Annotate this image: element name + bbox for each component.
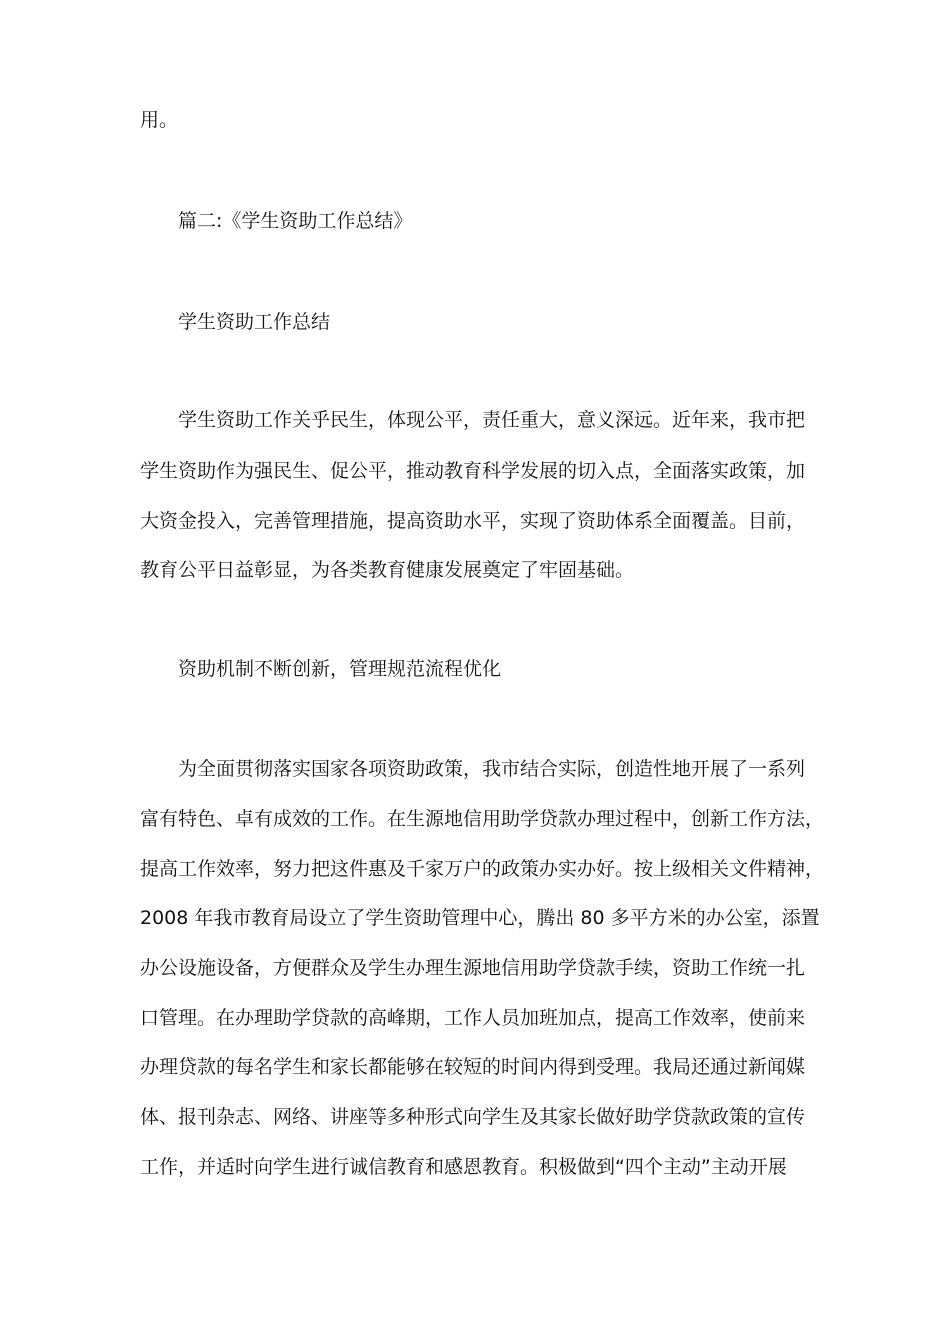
paragraph-end-line: 用。 — [140, 109, 179, 131]
paragraph-line: 大资金投入，完善管理措施，提高资助水平，实现了资助体系全面覆盖。目前， — [140, 510, 806, 532]
document-title: 学生资助工作总结 — [178, 311, 331, 333]
paragraph-line: 体、报刊杂志、网络、讲座等多种形式向学生及其家长做好助学贷款政策的宣传 — [140, 1106, 806, 1128]
paragraph-line: 口管理。在办理助学贷款的高峰期，工作人员加班加点，提高工作效率，使前来 — [140, 1007, 806, 1029]
paragraph-line: 工作，并适时向学生进行诚信教育和感恩教育。积极做到“四个主动”主动开展 — [140, 1156, 787, 1178]
paragraph-line: 富有特色、卓有成效的工作。在生源地信用助学贷款办理过程中，创新工作方法， — [140, 808, 825, 830]
paragraph-line: 为全面贯彻落实国家各项资助政策，我市结合实际，创造性地开展了一系列 — [178, 758, 806, 780]
paragraph-line: 办理贷款的每名学生和家长都能够在较短的时间内得到受理。我局还通过新闻媒 — [140, 1056, 806, 1078]
paragraph-line: 学生资助工作关乎民生，体现公平，责任重大，意义深远。近年来，我市把 — [178, 409, 806, 431]
section-heading: 篇二:《学生资助工作总结》 — [178, 210, 413, 232]
paragraph-line: 教育公平日益彰显，为各类教育健康发展奠定了牢固基础。 — [140, 559, 635, 581]
paragraph-line: 提高工作效率，努力把这件惠及千家万户的政策办实办好。按上级相关文件精神， — [140, 858, 825, 880]
paragraph-line: 学生资助作为强民生、促公平，推动教育科学发展的切入点，全面落实政策，加 — [140, 460, 806, 482]
paragraph-line: 办公设施设备，方便群众及学生办理生源地信用助学贷款手续，资助工作统一扎 — [140, 957, 806, 979]
subsection-heading: 资助机制不断创新，管理规范流程优化 — [178, 658, 502, 680]
paragraph-line: 2008 年我市教育局设立了学生资助管理中心，腾出 80 多平方米的办公室，添置 — [140, 907, 820, 929]
